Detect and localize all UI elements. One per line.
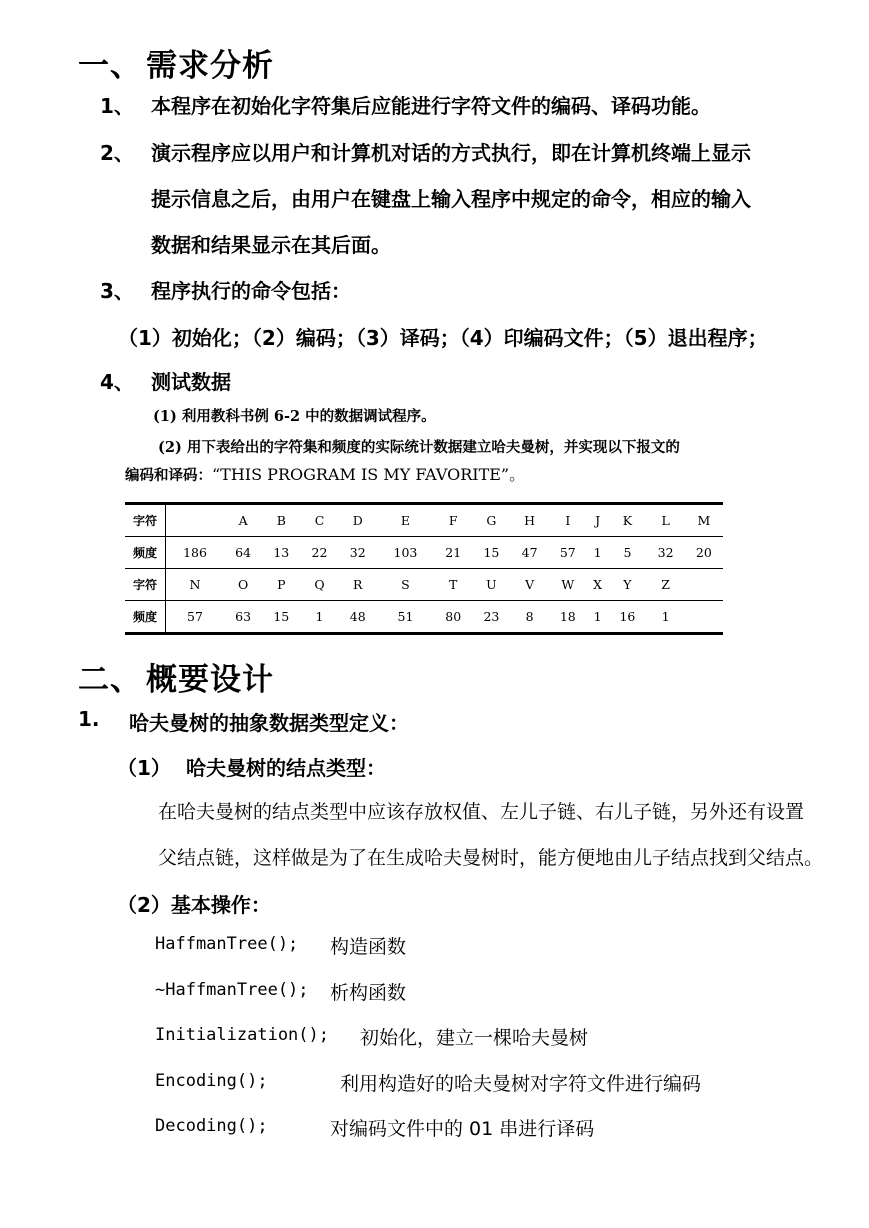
table-cell: N xyxy=(166,569,225,601)
table-cell: 5 xyxy=(608,537,646,569)
item-3-text: 程序执行的命令包括： xyxy=(151,279,351,303)
section-2-number: 二、 xyxy=(78,662,142,698)
op-initialization-name: Initialization(); xyxy=(155,1025,329,1045)
table-cell: D xyxy=(339,504,377,537)
op-decoding-name: Decoding(); xyxy=(155,1116,268,1136)
table-cell: 64 xyxy=(224,537,262,569)
table-row xyxy=(125,569,723,601)
table-header-char-1: 字符 xyxy=(125,504,166,537)
table-cell: 16 xyxy=(608,601,646,634)
table-cell: 1 xyxy=(587,537,608,569)
op-destructor-name: ~HaffmanTree(); xyxy=(155,980,309,1000)
table-cell: 23 xyxy=(472,601,510,634)
table-cell: K xyxy=(608,504,646,537)
table-cell: 8 xyxy=(511,601,549,634)
sub-1-2-number: （2） xyxy=(117,893,171,917)
table-cell: J xyxy=(587,504,608,537)
table-cell: G xyxy=(472,504,510,537)
table-cell: O xyxy=(224,569,262,601)
table-cell: 48 xyxy=(339,601,377,634)
table-cell xyxy=(166,504,225,537)
table-cell: Z xyxy=(647,569,685,601)
scan-line-3-quote: “THIS PROGRAM IS MY FAVORITE”。 xyxy=(212,465,526,484)
frequency-table xyxy=(125,502,723,635)
op-initialization-desc: 初始化，建立一棵哈夫曼树 xyxy=(360,1027,589,1049)
table-cell xyxy=(685,601,723,634)
item-2-number: 2、 xyxy=(100,141,134,165)
item-1-text: 本程序在初始化字符集后应能进行字符文件的编码、译码功能。 xyxy=(151,94,711,118)
table-cell: 21 xyxy=(434,537,472,569)
item-2-line-3: 数据和结果显示在其后面。 xyxy=(151,233,391,257)
item-3-number: 3、 xyxy=(100,279,134,303)
table-cell: 20 xyxy=(685,537,723,569)
table-cell: 103 xyxy=(377,537,434,569)
table-header-char-2: 字符 xyxy=(125,569,166,601)
op-haffmantree-name: HaffmanTree(); xyxy=(155,934,299,954)
node-type-paragraph-line-2: 父结点链，这样做是为了在生成哈夫曼树时，能方便地由儿子结点找到父结点。 xyxy=(158,847,824,869)
table-cell: F xyxy=(434,504,472,537)
scan-line-2: (2) 用下表给出的字符集和频度的实际统计数据建立哈夫曼树，并实现以下报文的 xyxy=(158,439,680,456)
table-header-freq-1: 频度 xyxy=(125,537,166,569)
table-cell: S xyxy=(377,569,434,601)
table-cell: 51 xyxy=(377,601,434,634)
section-2-heading xyxy=(78,654,274,699)
table-header-freq-2: 频度 xyxy=(125,601,166,634)
item-2-line-2: 提示信息之后，由用户在键盘上输入程序中规定的命令，相应的输入 xyxy=(151,187,751,211)
table-cell: 47 xyxy=(511,537,549,569)
table-cell: 22 xyxy=(300,537,338,569)
section-1-heading xyxy=(78,40,274,85)
sub-1-number: 1. xyxy=(78,707,100,731)
table-cell: P xyxy=(262,569,300,601)
table-cell: 15 xyxy=(262,601,300,634)
table-row xyxy=(125,601,723,634)
table-cell: 1 xyxy=(647,601,685,634)
sub-1-1-number: （1） xyxy=(117,756,171,780)
sub-1-2-title: 基本操作： xyxy=(170,893,271,917)
table-cell: E xyxy=(377,504,434,537)
item-1-number: 1、 xyxy=(100,94,134,118)
table-cell: 63 xyxy=(224,601,262,634)
scan-line-1: (1) 利用教科书例 6-2 中的数据调试程序。 xyxy=(153,408,436,425)
table-cell: H xyxy=(511,504,549,537)
table-cell: U xyxy=(472,569,510,601)
table-cell: Y xyxy=(608,569,646,601)
sub-1-1-title: 哈夫曼树的结点类型： xyxy=(186,756,386,780)
scan-line-3-prefix: 编码和译码： xyxy=(125,467,212,484)
table-cell: Q xyxy=(300,569,338,601)
table-cell: 186 xyxy=(166,537,225,569)
table-cell xyxy=(685,569,723,601)
table-cell: 1 xyxy=(587,601,608,634)
table-cell: 15 xyxy=(472,537,510,569)
table-row xyxy=(125,504,723,537)
node-type-paragraph-line-1: 在哈夫曼树的结点类型中应该存放权值、左儿子链、右儿子链，另外还有设置 xyxy=(158,801,805,823)
table-cell: 32 xyxy=(339,537,377,569)
op-decoding-desc: 对编码文件中的 01 串进行译码 xyxy=(330,1118,595,1140)
table-cell: W xyxy=(549,569,587,601)
table-cell: L xyxy=(647,504,685,537)
sub-1-title: 哈夫曼树的抽象数据类型定义： xyxy=(129,711,409,735)
op-encoding-name: Encoding(); xyxy=(155,1071,268,1091)
table-cell: T xyxy=(434,569,472,601)
table-cell: V xyxy=(511,569,549,601)
item-2-line-1: 演示程序应以用户和计算机对话的方式执行，即在计算机终端上显示 xyxy=(151,141,751,165)
table-cell: 1 xyxy=(300,601,338,634)
table-cell: 57 xyxy=(549,537,587,569)
scan-line-3 xyxy=(125,462,525,485)
op-haffmantree-desc: 构造函数 xyxy=(330,936,407,958)
table-cell: M xyxy=(685,504,723,537)
table-row xyxy=(125,537,723,569)
table-cell: I xyxy=(549,504,587,537)
sub-1-2-heading xyxy=(117,889,271,918)
table-cell: B xyxy=(262,504,300,537)
section-1-title: 需求分析 xyxy=(146,48,274,84)
table-cell: A xyxy=(224,504,262,537)
table-cell: 32 xyxy=(647,537,685,569)
commands-list: （1）初始化；（2）编码；（3）译码；（4）印编码文件；（5）退出程序； xyxy=(118,326,768,350)
op-destructor-desc: 析构函数 xyxy=(330,982,407,1004)
table-cell: X xyxy=(587,569,608,601)
section-1-number: 一、 xyxy=(78,48,142,84)
table-cell: 18 xyxy=(549,601,587,634)
table-cell: 57 xyxy=(166,601,225,634)
item-4-text: 测试数据 xyxy=(151,370,231,394)
table-cell: 80 xyxy=(434,601,472,634)
table-cell: C xyxy=(300,504,338,537)
item-4-number: 4、 xyxy=(100,370,134,394)
section-2-title: 概要设计 xyxy=(146,662,274,698)
op-encoding-desc: 利用构造好的哈夫曼树对字符文件进行编码 xyxy=(340,1073,702,1095)
table-cell: R xyxy=(339,569,377,601)
table-cell: 13 xyxy=(262,537,300,569)
